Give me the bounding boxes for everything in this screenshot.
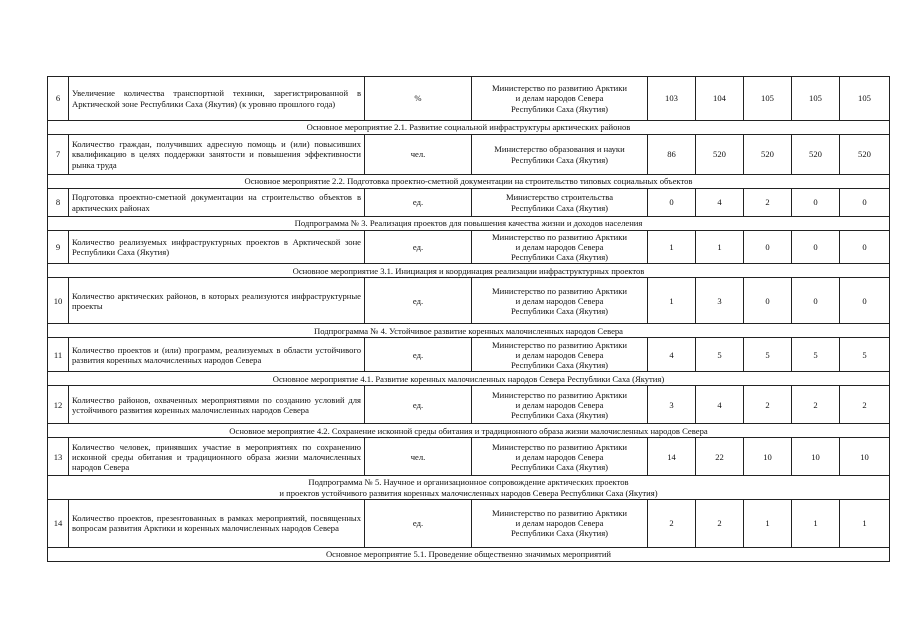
value-cell: 5 [744, 338, 792, 372]
table-row [48, 438, 890, 476]
value-cell: 2 [744, 386, 792, 424]
section-heading-line: Основное мероприятие 4.1. Развитие коренных малочисленных народов Севера Республики Саха (Якутия) [272, 373, 665, 384]
responsible-executor-line: Республики Саха (Якутия) [510, 202, 609, 213]
row-number: 9 [48, 231, 69, 264]
indicator-name: Увеличение количества транспортной техники, зарегистрированной в Арктической зоне Республики Саха (Якутия) (к уровню прошлого года) [69, 77, 365, 121]
responsible-executor [472, 77, 648, 121]
value-cell: 103 [648, 77, 696, 121]
value-cell: 2 [696, 499, 744, 547]
value-cell: 1 [648, 278, 696, 324]
table-row [48, 135, 890, 175]
value-cell: 105 [744, 77, 792, 121]
value-cell: 105 [792, 77, 840, 121]
value-cell: 22 [696, 438, 744, 476]
row-number: 11 [48, 338, 69, 372]
section-heading-line: Основное мероприятие 3.1. Инициация и координация реализации инфраструктурных проектов [292, 265, 645, 276]
value-cell: 86 [648, 135, 696, 175]
value-cell: 10 [744, 438, 792, 476]
value-cell: 5 [696, 338, 744, 372]
responsible-executor [472, 499, 648, 547]
value-cell: 2 [840, 386, 890, 424]
responsible-executor-line: и делам народов Севера [515, 518, 604, 529]
table-row [48, 499, 890, 547]
value-cell: 0 [840, 278, 890, 324]
value-cell: 2 [792, 386, 840, 424]
section-row [48, 424, 890, 438]
unit-cell: ед. [365, 189, 472, 217]
section-heading [48, 121, 890, 135]
indicator-name: Количество арктических районов, в которых реализуются инфраструктурные проекты [69, 278, 365, 324]
value-cell: 5 [840, 338, 890, 372]
row-number: 6 [48, 77, 69, 121]
value-cell: 1 [840, 499, 890, 547]
value-cell: 0 [792, 189, 840, 217]
section-row [48, 547, 890, 561]
value-cell: 520 [792, 135, 840, 175]
responsible-executor-line: Министерство строительства [505, 192, 614, 203]
section-heading [48, 324, 890, 338]
responsible-executor-line: Республики Саха (Якутия) [510, 305, 609, 316]
value-cell: 0 [840, 189, 890, 217]
row-number: 7 [48, 135, 69, 175]
row-number: 13 [48, 438, 69, 476]
value-cell: 520 [840, 135, 890, 175]
value-cell: 1 [744, 499, 792, 547]
responsible-executor-line: и делам народов Севера [515, 93, 604, 104]
unit-cell: чел. [365, 438, 472, 476]
responsible-executor [472, 438, 648, 476]
value-cell: 1 [648, 231, 696, 264]
table-row [48, 77, 890, 121]
value-cell: 1 [792, 499, 840, 547]
document-page [47, 76, 871, 562]
value-cell: 4 [696, 189, 744, 217]
value-cell: 4 [696, 386, 744, 424]
table-row [48, 338, 890, 372]
value-cell: 0 [744, 231, 792, 264]
value-cell: 10 [840, 438, 890, 476]
row-number: 12 [48, 386, 69, 424]
value-cell: 105 [840, 77, 890, 121]
section-row [48, 121, 890, 135]
section-heading-line: Подпрограмма № 4. Устойчивое развитие коренных малочисленных народов Севера [313, 325, 624, 336]
section-heading-line: Подпрограмма № 3. Реализация проектов для повышения качества жизни и доходов населения [294, 218, 643, 229]
table-row [48, 278, 890, 324]
value-cell: 520 [744, 135, 792, 175]
responsible-executor-line: Республики Саха (Якутия) [510, 359, 609, 370]
responsible-executor-line: Министерство по развитию Арктики [492, 389, 627, 400]
section-heading-line: Основное мероприятие 2.2. Подготовка проектно-сметной документации на строительство типовых социальных объектов [244, 176, 693, 187]
responsible-executor-line: Министерство по развитию Арктики [492, 339, 627, 350]
row-number: 10 [48, 278, 69, 324]
section-heading-line: Основное мероприятие 2.1. Развитие социальной инфраструктуры арктических районов [306, 122, 631, 133]
table-row [48, 231, 890, 264]
section-row [48, 324, 890, 338]
value-cell: 1 [696, 231, 744, 264]
value-cell: 0 [648, 189, 696, 217]
value-cell: 3 [696, 278, 744, 324]
responsible-executor-line: и делам народов Севера [515, 242, 604, 253]
indicator-name: Количество проектов, презентованных в рамках мероприятий, посвященных вопросам развития Арктики и коренных малочисленных народов Севера [69, 499, 365, 547]
indicator-name: Количество человек, принявших участие в мероприятиях по сохранению исконной среды обитания и традиционного образа жизни малочисленных народов Севера [69, 438, 365, 476]
responsible-executor-line: Министерство по развитию Арктики [492, 83, 627, 94]
indicator-name: Подготовка проектно-сметной документации на строительство объектов в арктических районах [69, 189, 365, 217]
section-heading [48, 476, 890, 499]
section-row [48, 264, 890, 278]
responsible-executor-line: Министерство по развитию Арктики [492, 507, 627, 518]
unit-cell: ед. [365, 278, 472, 324]
unit-cell: чел. [365, 135, 472, 175]
unit-cell: ед. [365, 231, 472, 264]
responsible-executor-line: Республики Саха (Якутия) [510, 103, 609, 114]
value-cell: 5 [792, 338, 840, 372]
responsible-executor-line: Республики Саха (Якутия) [510, 528, 609, 539]
indicator-name: Количество граждан, получивших адресную помощь и (или) повысивших квалификацию в целях поддержки занятости и повышения эффективности рынка труда [69, 135, 365, 175]
responsible-executor [472, 231, 648, 264]
table-row [48, 386, 890, 424]
value-cell: 520 [696, 135, 744, 175]
unit-cell: % [365, 77, 472, 121]
responsible-executor-line: Республики Саха (Якутия) [510, 409, 609, 420]
indicator-name: Количество районов, охваченных мероприятиями по созданию условий для устойчивого развития коренных малочисленных народов Севера [69, 386, 365, 424]
responsible-executor-line: Республики Саха (Якутия) [510, 461, 609, 472]
value-cell: 3 [648, 386, 696, 424]
indicators-table [47, 76, 890, 562]
value-cell: 10 [792, 438, 840, 476]
section-row [48, 175, 890, 189]
responsible-executor-line: Министерство по развитию Арктики [492, 232, 627, 242]
value-cell: 0 [792, 278, 840, 324]
section-heading-line: и проектов устойчивого развития коренных малочисленных народов Севера Республики Саха (Якутия) [279, 487, 658, 498]
unit-cell: ед. [365, 338, 472, 372]
responsible-executor-line: Министерство по развитию Арктики [492, 285, 627, 296]
section-row [48, 476, 890, 499]
section-heading [48, 372, 890, 386]
section-heading [48, 424, 890, 438]
section-heading-line: Основное мероприятие 5.1. Проведение общественно значимых мероприятий [325, 549, 612, 560]
responsible-executor-line: и делам народов Севера [515, 451, 604, 462]
table-row [48, 189, 890, 217]
section-heading [48, 547, 890, 561]
value-cell: 4 [648, 338, 696, 372]
row-number: 8 [48, 189, 69, 217]
responsible-executor-line: Республики Саха (Якутия) [510, 154, 609, 165]
responsible-executor-line: и делам народов Севера [515, 349, 604, 360]
responsible-executor [472, 135, 648, 175]
value-cell: 14 [648, 438, 696, 476]
responsible-executor [472, 386, 648, 424]
section-heading [48, 217, 890, 231]
responsible-executor [472, 189, 648, 217]
unit-cell: ед. [365, 386, 472, 424]
indicator-name: Количество реализуемых инфраструктурных проектов в Арктической зоне Республики Саха (Якутия) [69, 231, 365, 264]
responsible-executor-line: Министерство по развитию Арктики [492, 441, 627, 452]
responsible-executor [472, 338, 648, 372]
indicator-name: Количество проектов и (или) программ, реализуемых в области устойчивого развития коренных малочисленных народов Севера [69, 338, 365, 372]
section-heading-line: Подпрограмма № 5. Научное и организационное сопровождение арктических проектов [308, 477, 629, 488]
row-number: 14 [48, 499, 69, 547]
responsible-executor-line: и делам народов Севера [515, 399, 604, 410]
section-heading [48, 264, 890, 278]
section-row [48, 217, 890, 231]
value-cell: 0 [792, 231, 840, 264]
value-cell: 2 [744, 189, 792, 217]
section-row [48, 372, 890, 386]
value-cell: 2 [648, 499, 696, 547]
section-heading-line: Основное мероприятие 4.2. Сохранение исконной среды обитания и традиционного образа жизни малочисленных народов Севера [229, 425, 708, 436]
value-cell: 0 [744, 278, 792, 324]
responsible-executor-line: и делам народов Севера [515, 295, 604, 306]
responsible-executor [472, 278, 648, 324]
unit-cell: ед. [365, 499, 472, 547]
responsible-executor-line: Республики Саха (Якутия) [510, 252, 609, 263]
section-heading [48, 175, 890, 189]
responsible-executor-line: Министерство образования и науки [494, 144, 625, 155]
value-cell: 104 [696, 77, 744, 121]
value-cell: 0 [840, 231, 890, 264]
